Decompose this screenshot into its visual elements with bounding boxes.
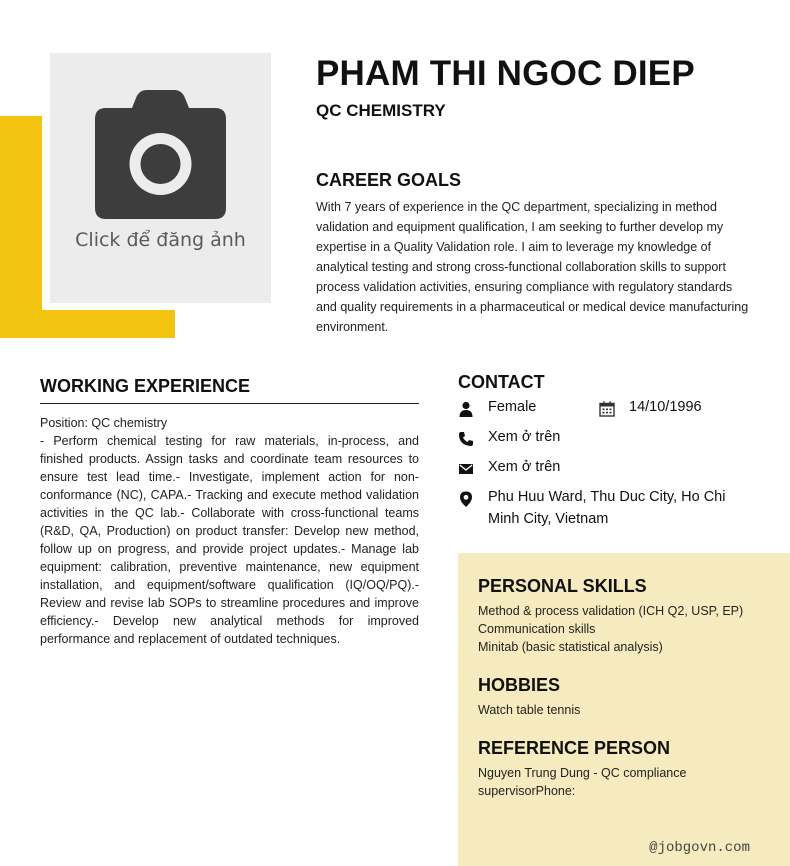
camera-icon — [95, 90, 226, 219]
job-title: QC CHEMISTRY — [316, 101, 446, 120]
mail-icon — [458, 461, 474, 477]
accent-block-vertical — [0, 116, 42, 338]
personal-skills-heading: PERSONAL SKILLS — [478, 576, 647, 596]
contact-phone: Xem ở trên — [488, 429, 561, 445]
contact-birthday: 14/10/1996 — [629, 399, 702, 415]
calendar-icon — [599, 401, 615, 417]
contact-gender: Female — [488, 399, 537, 415]
phone-icon — [458, 431, 474, 447]
work-position: Position: QC chemistry — [40, 416, 168, 430]
contact-heading: CONTACT — [458, 372, 545, 392]
location-icon — [458, 491, 474, 507]
skill-item: Communication skills — [478, 622, 596, 636]
working-experience-heading: WORKING EXPERIENCE — [40, 376, 251, 396]
photo-upload-caption: Click để đăng ảnh — [75, 229, 246, 251]
section-divider — [40, 403, 419, 404]
work-description: - Perform chemical testing for raw materials, in-process, and finished products. Assign tasks and coordinate team resources to ensure test lead time.- Investigate, implement action for non-conformance (NC), CAPA.- Tracking and execute method validation activities in the QC lab.- Collaborate with cross-functional teams (R&D, QA, Production) on product transfer: Develop new method, follow up on progress, and provide project updates.- Manage lab equipment: calibration, preventive maintenance, new equipment installation, and equipment/software qualification (IQ/OQ/PQ).- Review and revise lab SOPs to streamline procedures and improve efficiency.- Develop new analytical methods for improved performance and replacement of outdated techniques. — [40, 434, 419, 646]
hobbies-heading: HOBBIES — [478, 675, 561, 695]
career-goals-text: With 7 years of experience in the QC department, specializing in method validation and equipment qualification, I am seeking to further develop my expertise in a Quality Validation role. I aim to leverage my knowledge of analytical testing and strong cross-functional collaboration skills to support process validation activities, ensuring compliance with regulatory standards and quality requirements in a pharmaceutical or medical device manufacturing environment. — [316, 200, 749, 334]
reference-heading: REFERENCE PERSON — [478, 738, 671, 758]
career-goals-heading: CAREER GOALS — [316, 170, 462, 190]
candidate-name: PHAM THI NGOC DIEP — [316, 54, 695, 93]
contact-address: Phu Huu Ward, Thu Duc City, Ho Chi Minh City, Vietnam — [488, 489, 726, 527]
hobby-item: Watch table tennis — [478, 703, 581, 717]
accent-block-horizontal — [0, 310, 175, 338]
skill-item: Minitab (basic statistical analysis) — [478, 640, 663, 654]
skills-panel — [458, 553, 790, 866]
person-icon — [458, 401, 474, 417]
watermark: @jobgovn.com — [649, 840, 750, 856]
reference-text: Nguyen Trung Dung - QC compliance supervisorPhone: — [478, 766, 687, 798]
photo-upload-area[interactable] — [50, 53, 271, 303]
contact-email: Xem ở trên — [488, 459, 561, 475]
skill-item: Method & process validation (ICH Q2, USP, EP) — [478, 604, 744, 618]
